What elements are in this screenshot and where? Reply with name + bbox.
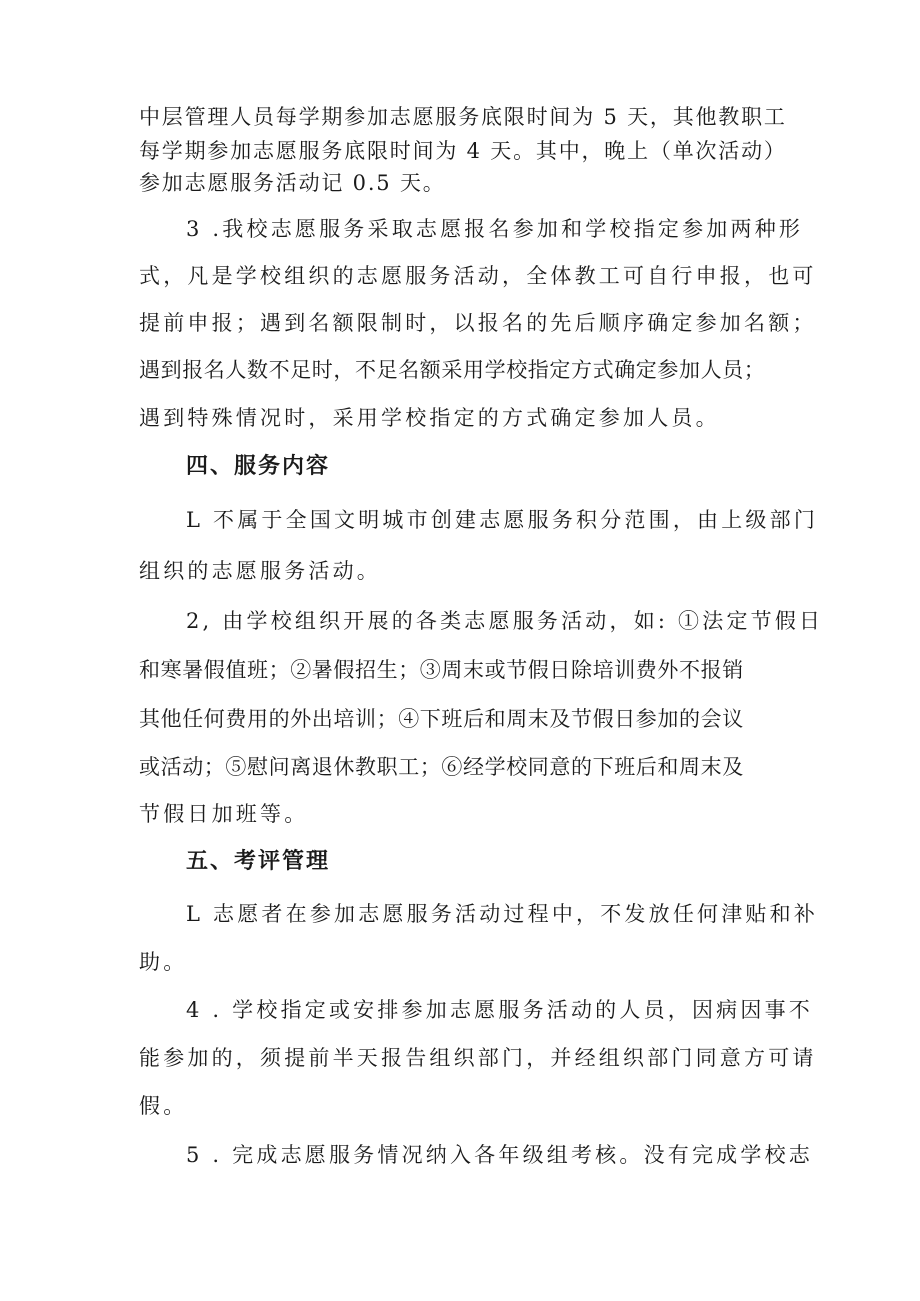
service-item-2-line: 2, 由学校组织开展的各类志愿服务活动，如: ①法定节假日 — [186, 609, 824, 633]
evaluation-item-4-line: 4 . 学校指定或安排参加志愿服务活动的人员，因病因事不 — [186, 998, 813, 1022]
service-item-2-line: 和寒暑假值班；②暑假招生；③周末或节假日除培训费外不报销 — [139, 658, 744, 682]
paragraph-3-line: 3 .我校志愿服务采取志愿报名参加和学校指定参加两种形 — [186, 217, 804, 241]
paragraph-3-line: 式，凡是学校组织的志愿服务活动，全体教工可自行申报，也可 — [139, 264, 817, 288]
section-heading-service-content: 四、服务内容 — [186, 454, 331, 479]
evaluation-item-4-line: 假。 — [139, 1094, 188, 1118]
text-line: 每学期参加志愿服务底限时间为 4 天。其中，晚上（单次活动） — [139, 139, 787, 163]
evaluation-item-4-line: 能参加的，须提前半天报告组织部门，并经组织部门同意方可请 — [139, 1046, 817, 1070]
service-item-2-line: 节假日加班等。 — [139, 802, 309, 826]
text-line: 中层管理人员每学期参加志愿服务底限时间为 5 天，其他教职工 — [139, 105, 787, 129]
paragraph-3-line: 遇到报名人数不足时，不足名额采用学校指定方式确定参加人员； — [139, 358, 766, 382]
evaluation-item-5-line: 5 . 完成志愿服务情况纳入各年级组考核。没有完成学校志 — [186, 1143, 813, 1167]
service-item-2-line: 或活动；⑤慰问离退休教职工；⑥经学校同意的下班后和周末及 — [139, 755, 744, 779]
paragraph-3-line: 提前申报；遇到名额限制时，以报名的先后顺序确定参加名额； — [139, 311, 817, 335]
evaluation-item-1-line: L 志愿者在参加志愿服务活动过程中，不发放任何津贴和补 — [186, 902, 819, 926]
paragraph-3-line: 遇到特殊情况时，采用学校指定的方式确定参加人员。 — [139, 406, 720, 430]
evaluation-item-1-line: 助。 — [139, 950, 188, 974]
section-heading-evaluation: 五、考评管理 — [186, 849, 331, 874]
text-line: 参加志愿服务活动记 0.5 天。 — [139, 171, 446, 195]
service-item-1-line: L 不属于全国文明城市创建志愿服务积分范围，由上级部门 — [186, 508, 819, 532]
service-item-2-line: 其他任何费用的外出培训；④下班后和周末及节假日参加的会议 — [139, 707, 744, 731]
service-item-1-line: 组织的志愿服务活动。 — [139, 559, 381, 583]
